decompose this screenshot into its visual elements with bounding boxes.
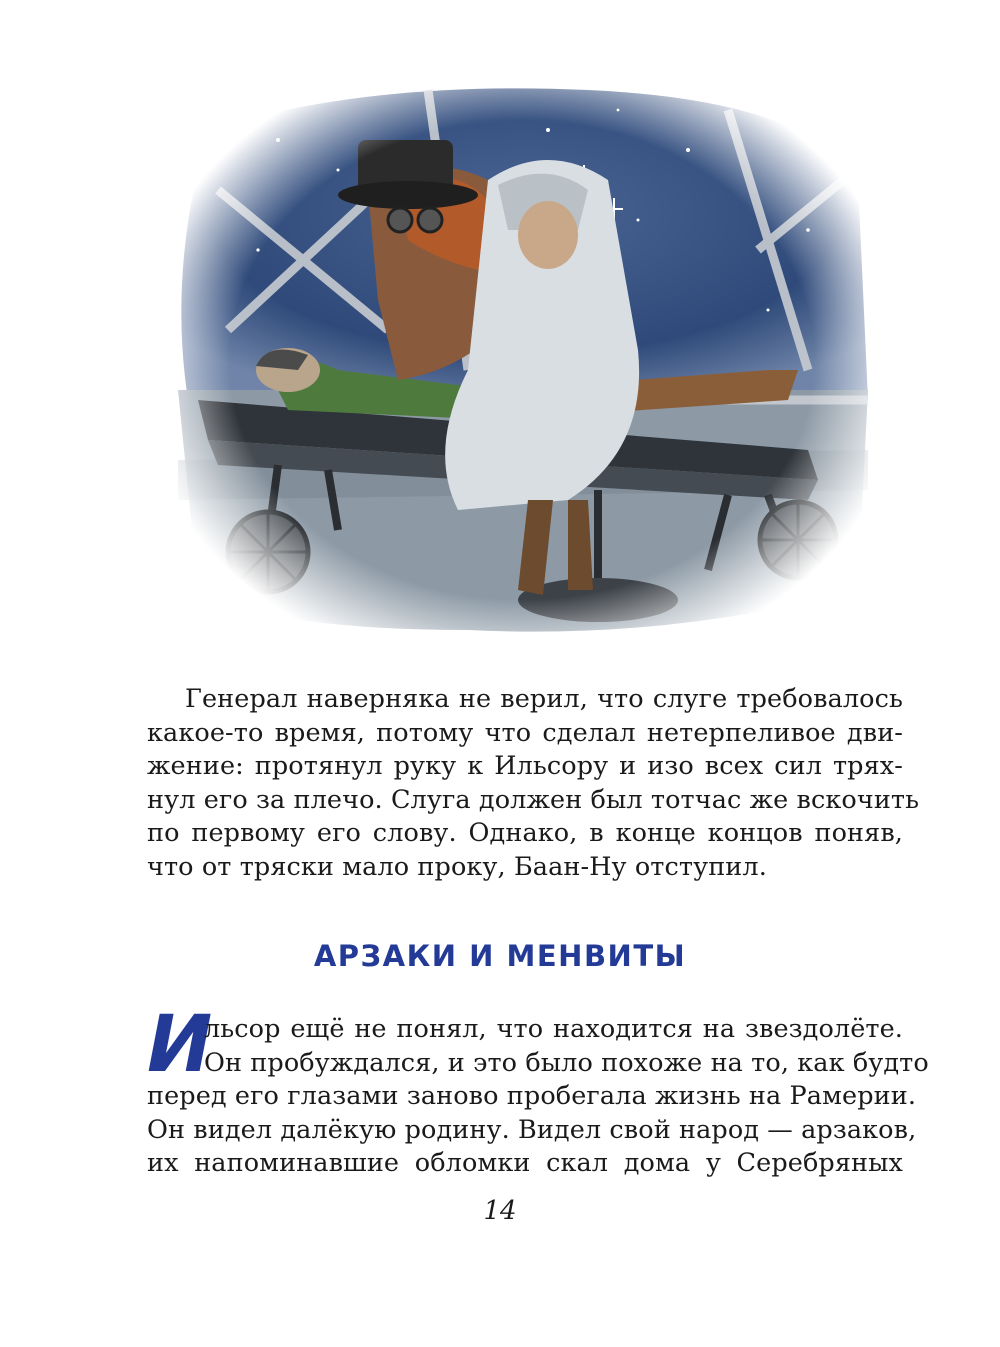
text-line: по первому его слову. Однако, в конце концов поняв, — [147, 818, 903, 848]
text-line: перед его глазами заново пробегала жизнь на Рамерии. — [147, 1081, 917, 1111]
text-line: Он видел далёкую родину. Видел свой народ — арзаков, — [147, 1114, 917, 1145]
chapter-title: АРЗАКИ И МЕНВИТЫ — [313, 939, 687, 973]
text-line: какое-то время, потому что сделал нетерпеливое дви- — [147, 717, 903, 748]
text-line: жение: протянул руку к Ильсору и изо всех сил трях- — [147, 751, 903, 781]
text-line: Он пробуждался, и это было похоже на то, как будто — [204, 1047, 929, 1078]
text-line: что от тряски мало проку, Баан-Ну отступил. — [147, 851, 767, 882]
text-line: Генерал наверняка не верил, что слуге требовалось — [185, 684, 903, 714]
illustration — [168, 70, 876, 650]
paragraph-1 — [147, 683, 920, 884]
text-line: льсор ещё не понял, что находится на звездолёте. — [204, 1014, 903, 1044]
text-line: нул его за плечо. Слуга должен был тотчас же вскочить — [147, 784, 920, 815]
watercolor-scene-icon — [168, 70, 876, 650]
page-number: 14 — [483, 1196, 517, 1226]
text-line: их напоминавшие обломки скал дома у Серебряных — [147, 1148, 903, 1178]
drop-cap-letter: И — [147, 1000, 213, 1090]
paragraph-2 — [147, 1000, 929, 1181]
